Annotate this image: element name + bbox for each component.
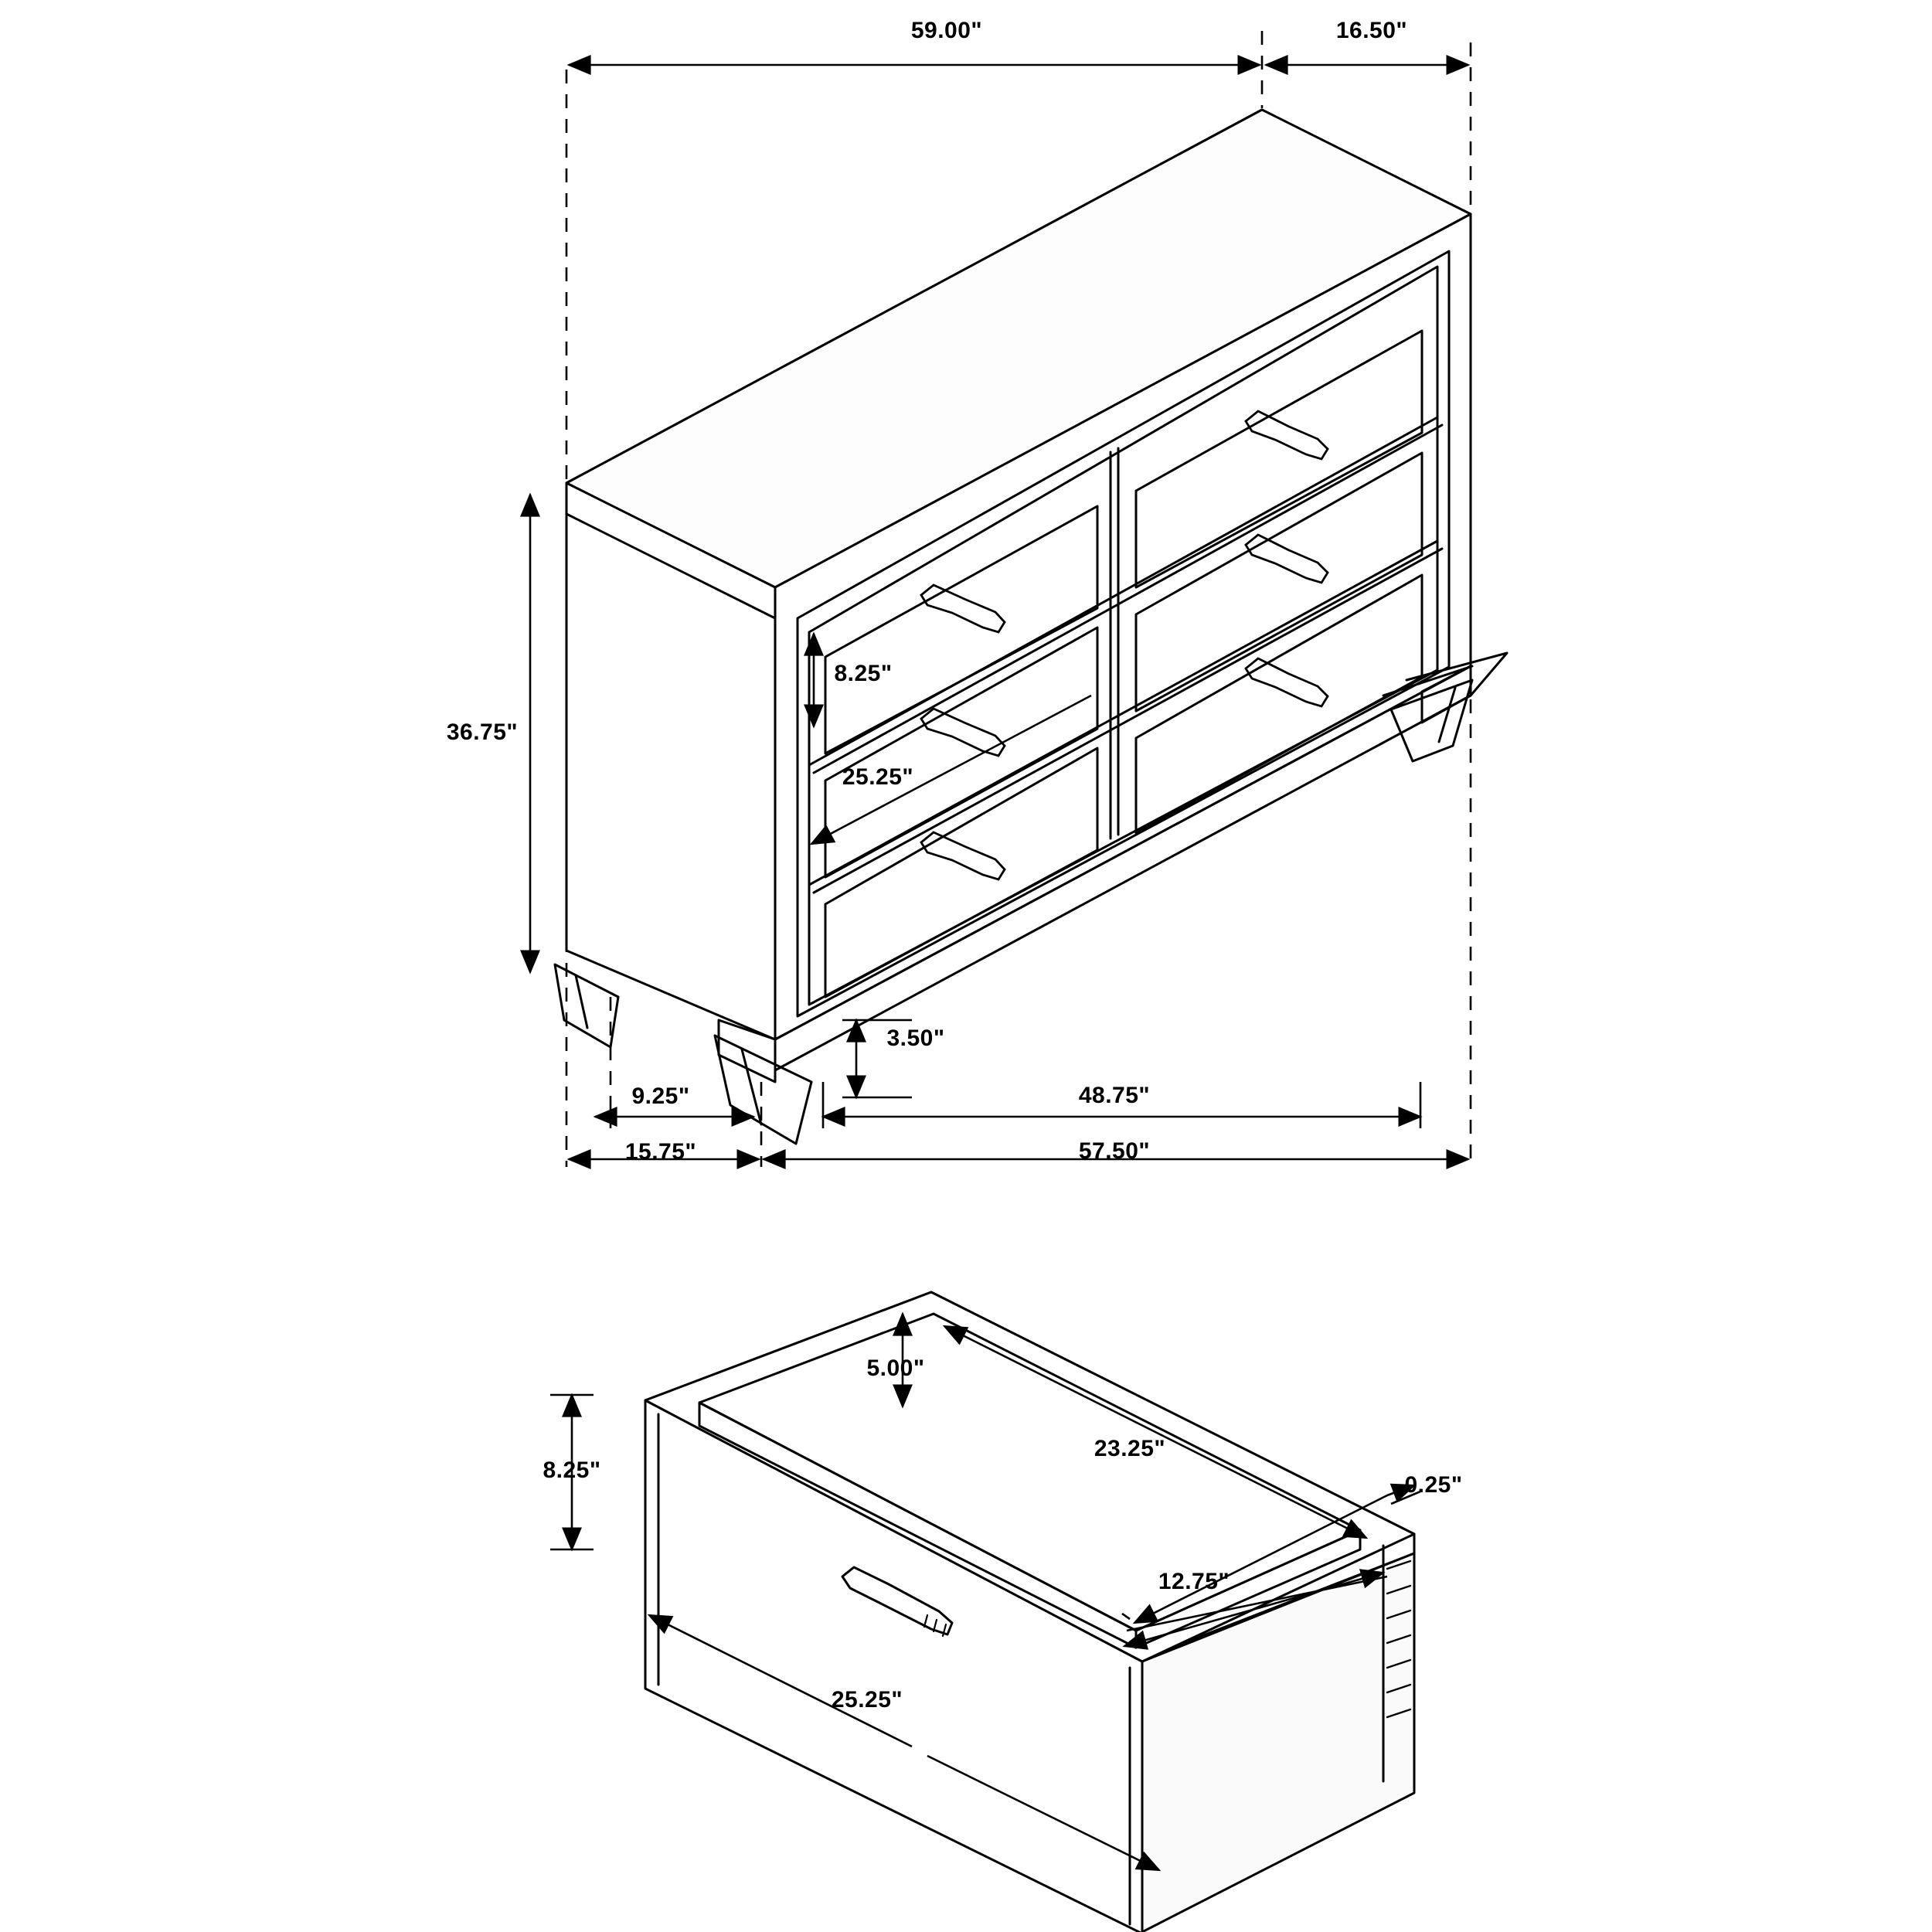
dim-label-drawer-panel-height: 8.25" [543, 1458, 601, 1483]
dim-label-height-overall: 36.75" [446, 719, 519, 745]
dim-label-leg-inset: 9.25" [631, 1083, 690, 1109]
dim-label-drawer-width: 25.25" [842, 764, 914, 790]
dim-label-base-width: 57.50" [1078, 1138, 1151, 1164]
dim-label-interior-width: 23.25" [1094, 1436, 1166, 1461]
dresser-body [555, 110, 1507, 1144]
dim-label-base-depth: 15.75" [624, 1139, 697, 1165]
dim-label-interior-depth: 5.00" [866, 1355, 925, 1381]
dim-label-base-front-width: 48.75" [1078, 1083, 1151, 1108]
dim-label-interior-length: 12.75" [1158, 1569, 1230, 1594]
dim-label-wall-thickness: 0.25" [1404, 1472, 1463, 1498]
dim-label-width-top: 59.00" [910, 18, 983, 43]
dim-label-leg-height: 3.50" [886, 1026, 945, 1051]
dim-label-drawer-height: 8.25" [834, 661, 893, 686]
drawer-detail-body [645, 1292, 1414, 1932]
dim-label-depth-top: 16.50" [1335, 18, 1408, 43]
dim-label-drawer-front-width: 25.25" [831, 1687, 903, 1713]
